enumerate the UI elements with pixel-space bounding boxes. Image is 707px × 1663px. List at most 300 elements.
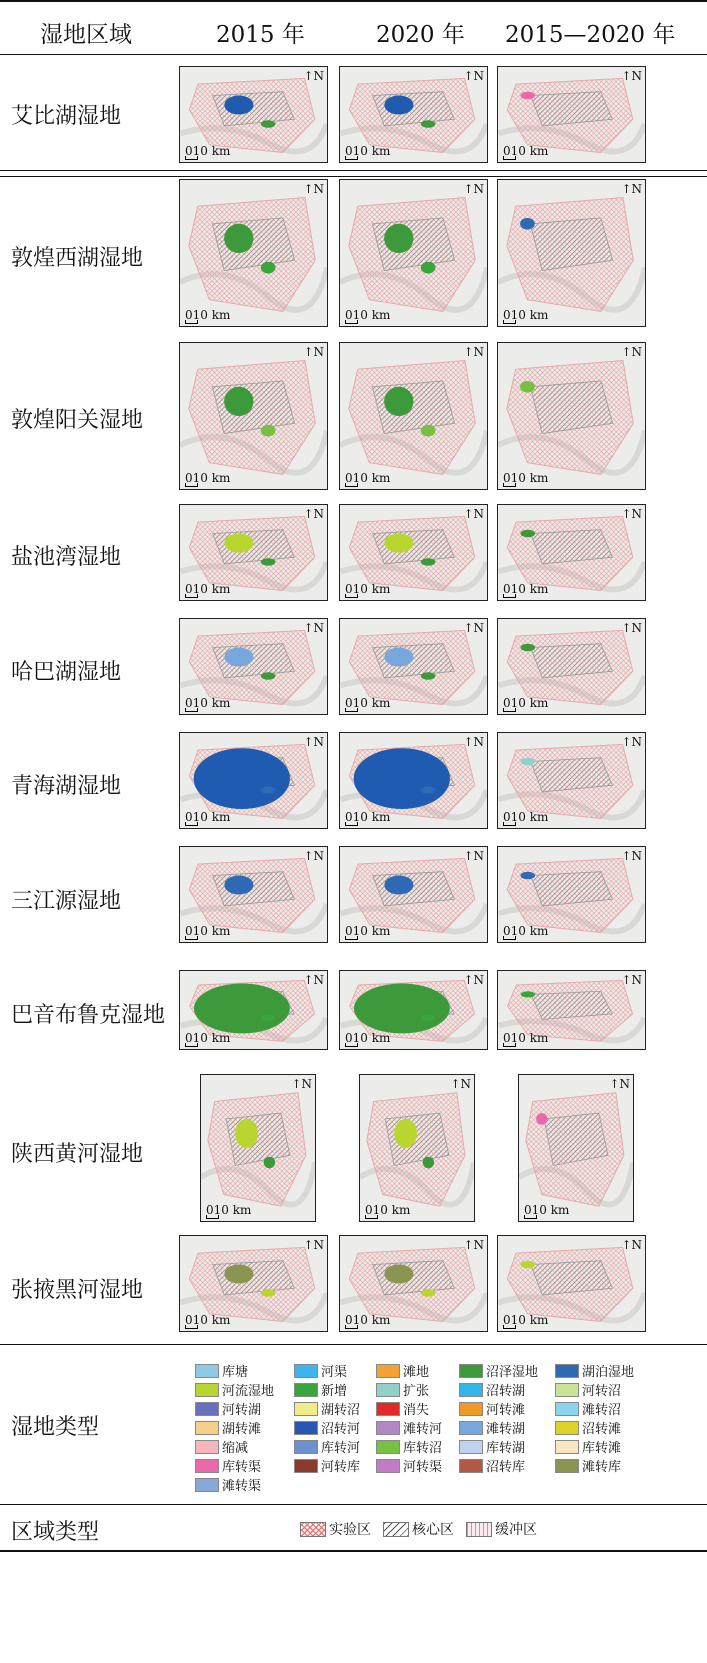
wetland-map-thumbnail <box>339 732 488 829</box>
legend-label: 沼转滩 <box>582 1422 622 1437</box>
row-label: 盐池湾湿地 <box>11 545 122 570</box>
legend-swatch <box>459 1364 483 1378</box>
wetland-map-thumbnail <box>339 342 488 490</box>
scale-bar-icon <box>503 1325 516 1329</box>
scale-bar-icon <box>345 156 358 160</box>
table-bottom-rule <box>0 1550 707 1552</box>
wetland-map-thumbnail <box>179 342 328 490</box>
wetland-patch <box>423 1157 434 1169</box>
legend-label: 滩转渠 <box>222 1479 262 1494</box>
legend-item <box>195 1380 274 1399</box>
wetland-patch <box>261 425 276 437</box>
wetland-map-thumbnail <box>518 1074 634 1222</box>
row-label: 敦煌阳关湿地 <box>11 408 144 433</box>
legend-item <box>195 1475 261 1494</box>
scale-bar-icon <box>345 320 358 324</box>
wetland-patch <box>394 1119 417 1148</box>
legend-item <box>459 1437 525 1456</box>
zone-legend-item <box>466 1519 537 1539</box>
scale-bar-icon <box>345 708 358 712</box>
north-arrow-icon: ↑N <box>621 507 642 521</box>
legend-swatch <box>294 1383 318 1397</box>
legend-swatch <box>555 1402 579 1416</box>
wetland-patch <box>384 224 413 253</box>
legend-swatch <box>555 1459 579 1473</box>
legend-swatch <box>459 1383 483 1397</box>
wetland-patch <box>384 387 413 416</box>
scale-bar: 010 km <box>185 144 231 158</box>
wetland-patch <box>235 1119 258 1148</box>
wetland-map-thumbnail <box>497 970 646 1050</box>
scale-bar-icon <box>345 822 358 826</box>
wetland-patch <box>421 120 436 128</box>
scale-bar-icon <box>365 1215 378 1219</box>
legend-label: 库转湖 <box>486 1441 526 1456</box>
wetland-map-thumbnail <box>497 1235 646 1332</box>
legend-label: 湖转沼 <box>321 1403 361 1418</box>
wetland-patch <box>224 387 253 416</box>
map-graphic <box>360 1075 474 1221</box>
legend-item <box>376 1437 442 1456</box>
wetland-patch <box>421 558 436 566</box>
legend-label: 库转沼 <box>403 1441 443 1456</box>
legend-label: 河流湿地 <box>222 1384 275 1399</box>
wetland-map-thumbnail <box>179 618 328 715</box>
wetland-patch <box>224 534 253 553</box>
change-patch <box>520 218 535 230</box>
scale-bar-icon <box>345 483 358 487</box>
wetland-patch <box>261 672 276 680</box>
change-patch <box>520 92 535 100</box>
wetland-patch <box>421 262 436 274</box>
north-arrow-icon: ↑N <box>463 973 484 987</box>
north-arrow-icon: ↑N <box>463 1238 484 1252</box>
map-graphic <box>201 1075 315 1221</box>
legend-swatch <box>376 1440 400 1454</box>
header-2015: 2015 年 <box>216 22 305 48</box>
scale-bar-icon <box>503 708 516 712</box>
legend-label: 滩转河 <box>403 1422 443 1437</box>
legend-label: 新增 <box>321 1384 348 1399</box>
header-rule <box>0 54 707 55</box>
legend-label: 河转湖 <box>222 1403 262 1418</box>
legend-label: 滩转沼 <box>582 1403 622 1418</box>
legend-label: 沼转库 <box>486 1460 526 1475</box>
wetland-patch <box>261 120 276 128</box>
legend-item <box>555 1361 634 1380</box>
legend-label: 沼转湖 <box>486 1384 526 1399</box>
legend-swatch <box>195 1421 219 1435</box>
legend-item <box>195 1437 248 1456</box>
map-graphic <box>498 343 645 489</box>
scale-bar: 010 km <box>345 810 391 824</box>
legend-label: 河转滩 <box>486 1403 526 1418</box>
scale-bar-icon <box>185 1325 198 1329</box>
legend-label: 河渠 <box>321 1365 348 1380</box>
change-patch <box>520 1261 535 1269</box>
scale-bar: 010 km <box>185 1031 231 1045</box>
row-label: 艾比湖湿地 <box>11 104 122 129</box>
wetland-patch <box>421 672 436 680</box>
north-arrow-icon: ↑N <box>291 1077 312 1091</box>
legend-swatch <box>459 1421 483 1435</box>
wetland-map-thumbnail <box>497 66 646 163</box>
wetland-map-thumbnail <box>497 618 646 715</box>
legend-item <box>294 1399 360 1418</box>
wetland-map-thumbnail <box>497 342 646 490</box>
map-graphic <box>519 1075 633 1221</box>
north-arrow-icon: ↑N <box>621 849 642 863</box>
scale-bar-icon <box>503 822 516 826</box>
legend-label: 河转库 <box>321 1460 361 1475</box>
change-patch <box>521 991 536 997</box>
legend-label: 沼泽湿地 <box>486 1365 539 1380</box>
north-arrow-icon: ↑N <box>303 849 324 863</box>
legend-item <box>555 1418 621 1437</box>
scale-bar: 010 km <box>503 1031 549 1045</box>
north-arrow-icon: ↑N <box>463 735 484 749</box>
scale-bar: 010 km <box>185 471 231 485</box>
north-arrow-icon: ↑N <box>463 345 484 359</box>
legend-item <box>195 1361 248 1380</box>
wetland-patch <box>354 983 450 1033</box>
scale-bar: 010 km <box>503 308 549 322</box>
row-label: 青海湖湿地 <box>11 774 122 799</box>
wetland-patch <box>194 748 290 809</box>
legend-swatch <box>459 1459 483 1473</box>
legend-swatch <box>195 1440 219 1454</box>
scale-bar-icon <box>503 156 516 160</box>
scale-bar-icon <box>503 594 516 598</box>
scale-bar: 010 km <box>503 144 549 158</box>
north-arrow-icon: ↑N <box>303 1238 324 1252</box>
table-top-rule <box>0 0 707 2</box>
scale-bar-icon <box>185 822 198 826</box>
row-label: 哈巴湖湿地 <box>11 660 122 685</box>
legend-title: 湿地类型 <box>11 1415 100 1440</box>
map-graphic <box>180 343 327 489</box>
legend-item <box>459 1399 525 1418</box>
north-arrow-icon: ↑N <box>303 345 324 359</box>
legend-swatch <box>195 1459 219 1473</box>
zone-swatch <box>466 1522 492 1537</box>
scale-bar: 010 km <box>185 810 231 824</box>
scale-bar-icon <box>345 1043 358 1047</box>
scale-bar-icon <box>503 483 516 487</box>
legend-label: 库转滩 <box>582 1441 622 1456</box>
legend-label: 消失 <box>403 1403 430 1418</box>
wetland-map-thumbnail <box>200 1074 316 1222</box>
north-arrow-icon: ↑N <box>621 69 642 83</box>
legend-item <box>459 1380 525 1399</box>
scale-bar-icon <box>185 594 198 598</box>
north-arrow-icon: ↑N <box>621 1238 642 1252</box>
legend-swatch <box>555 1440 579 1454</box>
wetland-map-thumbnail <box>179 1235 328 1332</box>
wetland-patch <box>224 648 253 667</box>
legend-swatch <box>195 1364 219 1378</box>
scale-bar-icon <box>524 1215 537 1219</box>
legend-item <box>294 1380 347 1399</box>
north-arrow-icon: ↑N <box>303 182 324 196</box>
legend-item <box>459 1456 525 1475</box>
legend-item <box>459 1361 538 1380</box>
north-arrow-icon: ↑N <box>621 621 642 635</box>
scale-bar: 010 km <box>345 144 391 158</box>
legend-label: 滩转库 <box>582 1460 622 1475</box>
scale-bar: 010 km <box>185 1313 231 1327</box>
legend-label: 库塘 <box>222 1365 249 1380</box>
legend-item <box>555 1437 621 1456</box>
wetland-map-thumbnail <box>497 179 646 327</box>
change-patch <box>520 644 535 652</box>
north-arrow-icon: ↑N <box>463 849 484 863</box>
north-arrow-icon: ↑N <box>463 69 484 83</box>
zone-label: 实验区 <box>329 1522 371 1538</box>
map-graphic <box>498 180 645 326</box>
row-label: 巴音布鲁克湿地 <box>11 1003 166 1028</box>
scale-bar: 010 km <box>503 810 549 824</box>
scale-bar: 010 km <box>345 308 391 322</box>
scale-bar: 010 km <box>345 1313 391 1327</box>
wetland-patch <box>224 876 253 895</box>
legend-swatch <box>376 1402 400 1416</box>
north-arrow-icon: ↑N <box>609 1077 630 1091</box>
zone-swatch <box>383 1522 409 1537</box>
scale-bar-icon <box>206 1215 219 1219</box>
legend-swatch <box>195 1383 219 1397</box>
scale-bar: 010 km <box>206 1203 252 1217</box>
legend-swatch <box>195 1478 219 1492</box>
scale-bar-icon <box>503 320 516 324</box>
north-arrow-icon: ↑N <box>463 621 484 635</box>
legend-item <box>294 1437 360 1456</box>
section-rule-b <box>0 176 707 177</box>
row-label: 敦煌西湖湿地 <box>11 246 144 271</box>
north-arrow-icon: ↑N <box>303 973 324 987</box>
wetland-patch <box>224 224 253 253</box>
scale-bar: 010 km <box>345 696 391 710</box>
zone-swatch <box>300 1522 326 1537</box>
scale-bar-icon <box>345 1325 358 1329</box>
wetland-map-thumbnail <box>497 504 646 601</box>
legend-swatch <box>555 1364 579 1378</box>
scale-bar-icon <box>185 708 198 712</box>
change-patch <box>520 758 535 766</box>
row-label: 陕西黄河湿地 <box>11 1142 144 1167</box>
legend-item <box>294 1456 360 1475</box>
legend-label: 扩张 <box>403 1384 430 1399</box>
wetland-map-thumbnail <box>179 732 328 829</box>
north-arrow-icon: ↑N <box>303 735 324 749</box>
scale-bar: 010 km <box>503 696 549 710</box>
header-2020: 2020 年 <box>376 22 465 48</box>
wetland-patch <box>261 1289 276 1297</box>
legend-label: 沼转河 <box>321 1422 361 1437</box>
zone-label: 缓冲区 <box>495 1522 537 1538</box>
wetland-patch <box>384 876 413 895</box>
scale-bar: 010 km <box>503 1313 549 1327</box>
scale-bar-icon <box>345 936 358 940</box>
row-label: 三江源湿地 <box>11 889 122 914</box>
north-arrow-icon: ↑N <box>450 1077 471 1091</box>
map-graphic <box>340 180 487 326</box>
scale-bar: 010 km <box>345 471 391 485</box>
wetland-map-thumbnail <box>339 179 488 327</box>
north-arrow-icon: ↑N <box>621 735 642 749</box>
legend-item <box>376 1418 442 1437</box>
wetland-map-thumbnail <box>339 1235 488 1332</box>
zone-legend-item <box>300 1519 371 1539</box>
legend-swatch <box>294 1440 318 1454</box>
north-arrow-icon: ↑N <box>621 182 642 196</box>
legend-swatch <box>555 1383 579 1397</box>
row-label: 张掖黑河湿地 <box>11 1278 144 1303</box>
wetland-map-thumbnail <box>339 504 488 601</box>
legend-item <box>376 1456 442 1475</box>
wetland-patch <box>421 1289 436 1297</box>
scale-bar: 010 km <box>503 471 549 485</box>
legend-item <box>555 1399 621 1418</box>
wetland-patch <box>224 1265 253 1284</box>
section-rule-a <box>0 170 707 171</box>
wetland-patch <box>421 1015 436 1021</box>
wetland-map-thumbnail <box>359 1074 475 1222</box>
legend-swatch <box>376 1459 400 1473</box>
wetland-map-thumbnail <box>339 66 488 163</box>
legend-item <box>555 1380 621 1399</box>
legend-swatch <box>555 1421 579 1435</box>
wetland-patch <box>261 262 276 274</box>
legend-item <box>376 1361 429 1380</box>
legend-swatch <box>376 1383 400 1397</box>
legend-swatch <box>459 1440 483 1454</box>
legend-swatch <box>294 1459 318 1473</box>
legend-label: 河转沼 <box>582 1384 622 1399</box>
wetland-patch <box>224 96 253 115</box>
scale-bar: 010 km <box>345 1031 391 1045</box>
legend-rule <box>0 1344 707 1345</box>
wetland-map-thumbnail <box>497 732 646 829</box>
scale-bar-icon <box>185 1043 198 1047</box>
wetland-patch <box>261 786 276 794</box>
north-arrow-icon: ↑N <box>303 621 324 635</box>
scale-bar: 010 km <box>185 582 231 596</box>
legend-item <box>294 1361 347 1380</box>
legend-item <box>376 1399 429 1418</box>
legend-item <box>195 1399 261 1418</box>
change-patch <box>520 381 535 393</box>
wetland-map-thumbnail <box>179 970 328 1050</box>
legend-swatch <box>376 1421 400 1435</box>
wetland-patch <box>384 534 413 553</box>
wetland-patch <box>261 1015 276 1021</box>
scale-bar: 010 km <box>524 1203 570 1217</box>
scale-bar: 010 km <box>185 696 231 710</box>
legend-item <box>195 1456 261 1475</box>
wetland-map-thumbnail <box>339 970 488 1050</box>
wetland-map-thumbnail <box>179 504 328 601</box>
wetland-map-thumbnail <box>179 846 328 943</box>
legend-item <box>294 1418 360 1437</box>
scale-bar: 010 km <box>185 308 231 322</box>
wetland-patch <box>194 983 290 1033</box>
legend-swatch <box>459 1402 483 1416</box>
change-patch <box>536 1113 547 1125</box>
legend-swatch <box>294 1402 318 1416</box>
wetland-map-thumbnail <box>179 179 328 327</box>
zone-legend-item <box>383 1519 454 1539</box>
scale-bar-icon <box>345 594 358 598</box>
north-arrow-icon: ↑N <box>463 182 484 196</box>
change-patch <box>520 530 535 538</box>
legend-label: 库转渠 <box>222 1460 262 1475</box>
legend-item <box>555 1456 621 1475</box>
header-region: 湿地区域 <box>40 22 132 48</box>
wetland-patch <box>384 1265 413 1284</box>
wetland-map-thumbnail <box>339 618 488 715</box>
map-graphic <box>180 180 327 326</box>
legend-label: 湖转滩 <box>222 1422 262 1437</box>
legend-swatch <box>294 1364 318 1378</box>
scale-bar-icon <box>185 156 198 160</box>
north-arrow-icon: ↑N <box>621 973 642 987</box>
change-patch <box>520 872 535 880</box>
scale-bar-icon <box>185 320 198 324</box>
wetland-map-thumbnail <box>339 846 488 943</box>
legend-swatch <box>294 1421 318 1435</box>
scale-bar-icon <box>503 1043 516 1047</box>
legend-label: 滩地 <box>403 1365 430 1380</box>
wetland-patch <box>261 558 276 566</box>
header-change: 2015—2020 年 <box>505 22 676 48</box>
legend-swatch <box>376 1364 400 1378</box>
wetland-patch <box>421 786 436 794</box>
wetland-map-thumbnail <box>497 846 646 943</box>
scale-bar: 010 km <box>345 582 391 596</box>
legend-label: 滩转湖 <box>486 1422 526 1437</box>
scale-bar: 010 km <box>185 924 231 938</box>
wetland-patch <box>384 648 413 667</box>
legend-swatch <box>195 1402 219 1416</box>
scale-bar-icon <box>503 936 516 940</box>
scale-bar: 010 km <box>503 924 549 938</box>
wetland-map-thumbnail <box>179 66 328 163</box>
legend-label: 库转河 <box>321 1441 361 1456</box>
legend-label: 河转渠 <box>403 1460 443 1475</box>
map-graphic <box>340 343 487 489</box>
zone-label: 核心区 <box>412 1522 454 1538</box>
wetland-patch <box>264 1157 275 1169</box>
legend-item <box>459 1418 525 1437</box>
north-arrow-icon: ↑N <box>621 345 642 359</box>
scale-bar: 010 km <box>503 582 549 596</box>
wetland-patch <box>384 96 413 115</box>
zone-rule <box>0 1504 707 1505</box>
scale-bar: 010 km <box>365 1203 411 1217</box>
north-arrow-icon: ↑N <box>303 69 324 83</box>
north-arrow-icon: ↑N <box>303 507 324 521</box>
legend-item <box>376 1380 429 1399</box>
wetland-patch <box>421 425 436 437</box>
legend-label: 湖泊湿地 <box>582 1365 635 1380</box>
scale-bar: 010 km <box>345 924 391 938</box>
zone-title: 区域类型 <box>11 1520 100 1545</box>
wetland-patch <box>354 748 450 809</box>
north-arrow-icon: ↑N <box>463 507 484 521</box>
legend-label: 缩减 <box>222 1441 249 1456</box>
legend-item <box>195 1418 261 1437</box>
